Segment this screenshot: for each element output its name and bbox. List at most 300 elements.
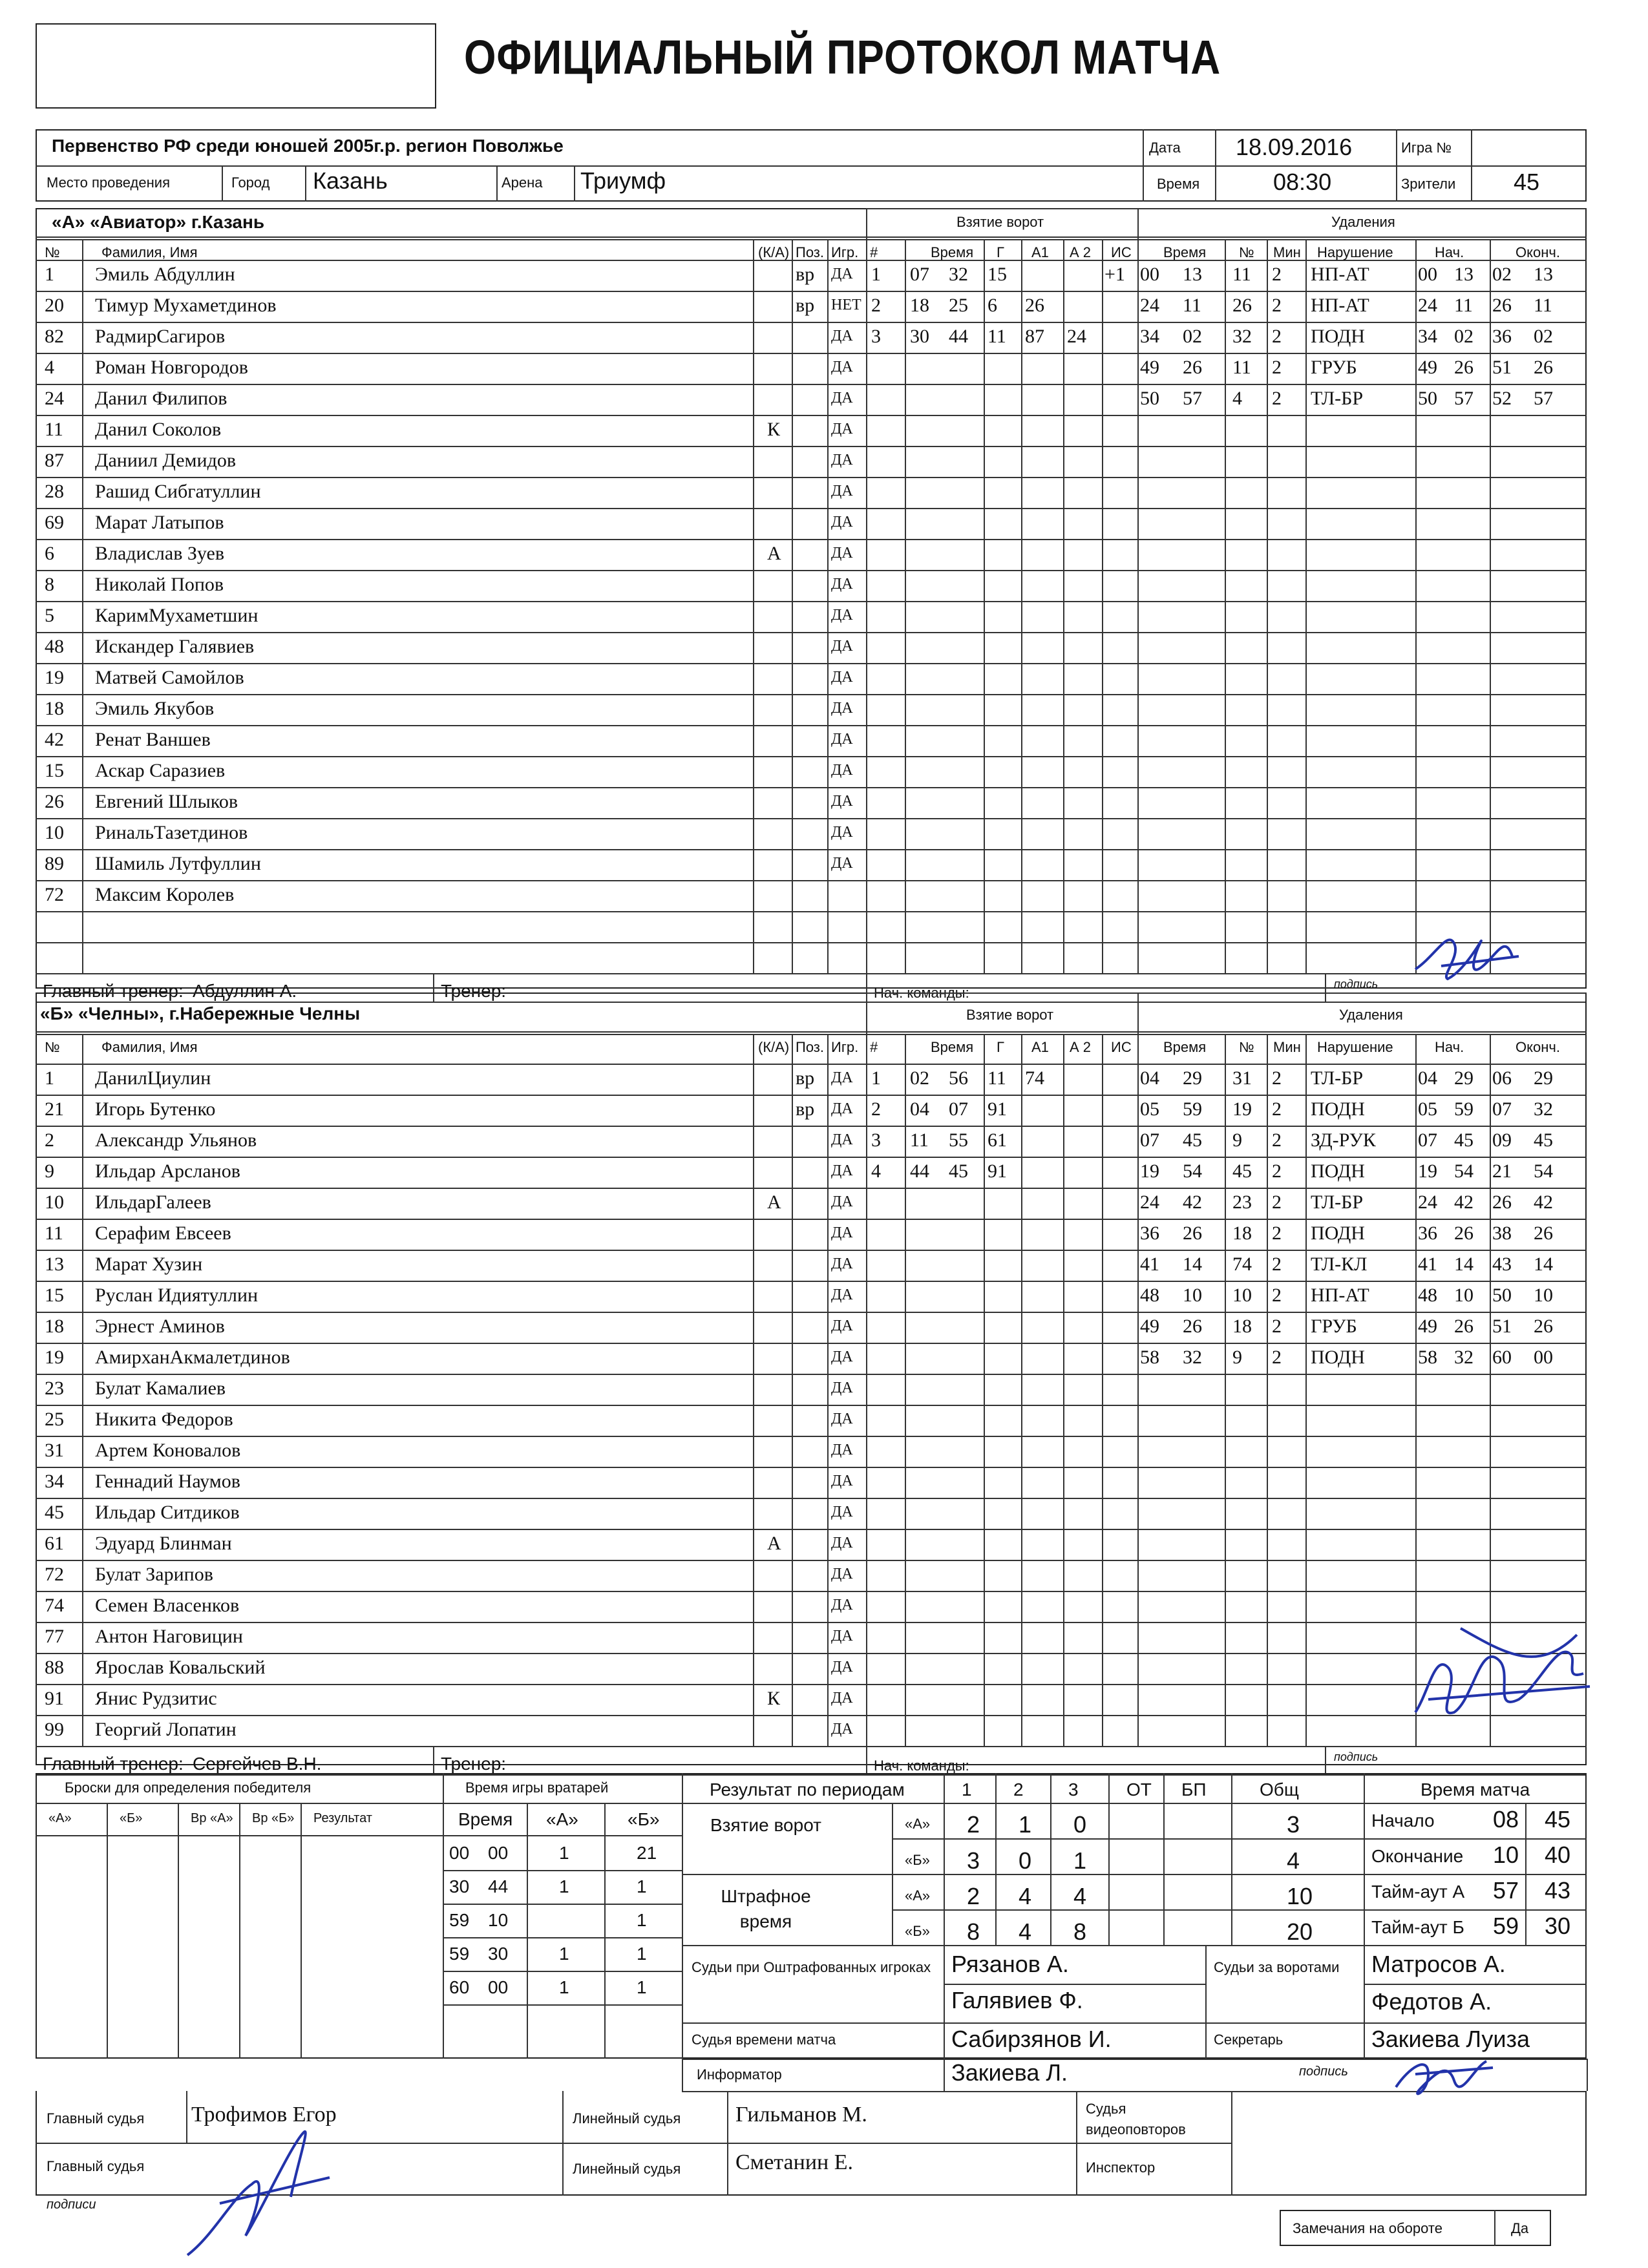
goalie-time-min: 60	[449, 1977, 470, 1997]
linesman-1: Гильманов М.	[735, 2103, 867, 2126]
v-rule	[1267, 239, 1268, 973]
penalty-player: 11	[1232, 357, 1251, 378]
penalty-minutes: 2	[1272, 1067, 1282, 1089]
player-number: 19	[45, 667, 64, 688]
player-name: Янис Рудзитис	[95, 1688, 217, 1709]
penalty-minutes: 2	[1272, 1192, 1282, 1213]
match-time-label: Начало	[1371, 1811, 1435, 1831]
v-rule	[1267, 1034, 1268, 1746]
penalty-start-min: 58	[1418, 1347, 1437, 1368]
team-tag: «Б»	[905, 1923, 930, 1939]
penalty-end-min: 09	[1492, 1129, 1512, 1151]
penalty-end-min: 50	[1492, 1285, 1512, 1306]
goalie-time-title: Время игры вратарей	[465, 1780, 609, 1796]
player-number: 24	[45, 388, 64, 409]
player-name: ИльдарГалеев	[95, 1192, 211, 1213]
player-position: вр	[796, 264, 815, 285]
player-plays: ДА	[831, 1473, 853, 1489]
h-rule	[1364, 1909, 1587, 1911]
player-name: Геннадий Наумов	[95, 1471, 240, 1492]
v-rule	[1305, 1034, 1307, 1746]
goal-scorer: 6	[988, 295, 997, 316]
goalie-a-col: «А»	[546, 1809, 578, 1829]
penalty-minutes: 2	[1272, 295, 1282, 316]
h-rule	[36, 1157, 1587, 1158]
signatures-label: подписи	[47, 2198, 96, 2212]
penalty-time-sec: 57	[1183, 388, 1202, 409]
h-rule	[443, 1937, 682, 1938]
goalie-time-sec: 10	[488, 1910, 509, 1930]
player-plays: ДА	[831, 545, 853, 562]
coach-sign-label: подпись	[1334, 1750, 1379, 1763]
team-tag: «Б»	[905, 1852, 930, 1868]
h-rule	[36, 1498, 1587, 1499]
h-rule	[36, 1126, 1587, 1127]
player-number: 23	[45, 1378, 64, 1399]
penalty-end-sec: 54	[1534, 1160, 1553, 1182]
v-rule	[1305, 239, 1307, 973]
timekeeper: Сабирзянов И.	[951, 2026, 1112, 2052]
v-rule	[1231, 1773, 1232, 1945]
player-role: К	[767, 1688, 781, 1709]
goalie-b-number: 21	[637, 1843, 657, 1863]
period-value: 20	[1287, 1918, 1313, 1945]
player-number: 9	[45, 1160, 54, 1182]
h-rule	[36, 1529, 1587, 1530]
player-number: 26	[45, 791, 64, 812]
column-header: ИС	[1111, 1039, 1132, 1055]
player-number: 87	[45, 450, 64, 471]
penalty-time-sec: 59	[1183, 1098, 1202, 1120]
column-header: Фамилия, Имя	[101, 244, 198, 260]
penalty-start-sec: 54	[1454, 1160, 1474, 1182]
match-time-hours: 08	[1493, 1806, 1519, 1832]
player-plays: ДА	[831, 390, 853, 406]
h-rule	[892, 1838, 1364, 1840]
goal-scorer: 11	[988, 1067, 1006, 1089]
penalty-time-sec: 13	[1183, 264, 1202, 285]
goal-judge-1: Матросов А.	[1371, 1951, 1506, 1977]
player-name: Искандер Галявиев	[95, 636, 255, 657]
goal-time-sec: 25	[949, 295, 968, 316]
penalty-infraction: НП-АТ	[1311, 295, 1369, 316]
team-chief-label: Нач. команды:	[874, 1758, 969, 1774]
arena-value: Триумф	[580, 167, 666, 194]
player-name: Максим Королев	[95, 884, 235, 905]
referee-signature	[181, 2103, 349, 2268]
period-column: 2	[1013, 1780, 1024, 1800]
column-header: Время	[1163, 1039, 1207, 1055]
team-b-signature	[1409, 1615, 1603, 1745]
penalty-infraction: ЗД-РУК	[1311, 1129, 1376, 1151]
penalty-minutes: 2	[1272, 1160, 1282, 1182]
v-rule	[753, 239, 754, 973]
shootout-column-header: Результат	[313, 1811, 372, 1825]
goalie-time-min: 00	[449, 1843, 470, 1863]
player-number: 74	[45, 1595, 64, 1616]
v-rule	[1415, 239, 1417, 973]
v-rule	[866, 239, 867, 973]
player-role: К	[767, 419, 781, 440]
penalty-end-sec: 00	[1534, 1347, 1553, 1368]
player-number: 6	[45, 543, 54, 564]
team-b-pen-title: Удаления	[1339, 1007, 1403, 1023]
period-value: 4	[1287, 1847, 1300, 1874]
team-a-pen-title: Удаления	[1331, 214, 1395, 230]
penalty-player: 74	[1232, 1254, 1252, 1275]
player-plays: ДА	[831, 1286, 853, 1303]
h-rule	[36, 1684, 1587, 1685]
penalty-start-sec: 13	[1454, 264, 1474, 285]
goalie-time-sec: 00	[488, 1977, 509, 1997]
venue-label: Место проведения	[47, 174, 170, 191]
penalty-start-sec: 26	[1454, 1223, 1474, 1244]
h-rule	[866, 208, 1587, 209]
player-name: КаримМухаметшин	[95, 605, 259, 626]
v-rule	[1490, 239, 1491, 973]
player-name: Данил Филипов	[95, 388, 227, 409]
penalty-infraction: ПОДН	[1311, 1160, 1365, 1182]
player-name: Ильдар Ситдиков	[95, 1502, 240, 1523]
team-a-goals-title: Взятие ворот	[956, 214, 1044, 230]
player-name: ДанилЦиулин	[95, 1067, 211, 1089]
column-header: №	[45, 244, 60, 260]
h-rule	[36, 353, 1587, 354]
penalty-box-judges-label: Судьи при Оштрафованных игроках	[692, 1959, 931, 1975]
match-time-hours: 10	[1493, 1842, 1519, 1868]
team-a-signature	[1409, 918, 1538, 989]
player-number: 10	[45, 822, 64, 843]
player-plays: ДА	[831, 1349, 853, 1365]
v-rule	[1021, 239, 1022, 973]
player-number: 21	[45, 1098, 64, 1120]
v-rule	[1163, 1773, 1165, 1945]
match-time-title: Время матча	[1421, 1780, 1530, 1800]
penalty-infraction: ТЛ-БР	[1311, 1192, 1364, 1213]
player-name: Евгений Шлыков	[95, 791, 238, 812]
v-rule	[827, 1034, 829, 1746]
goal-assist-2: 24	[1067, 326, 1086, 347]
h-rule	[36, 384, 1587, 385]
h-rule	[866, 992, 1587, 994]
player-plays: ДА	[831, 824, 853, 841]
remarks-label: Замечания на обороте	[1293, 2220, 1442, 2236]
column-header: Поз.	[796, 1039, 824, 1055]
match-time-minutes: 43	[1545, 1877, 1571, 1904]
goal-number: 3	[871, 326, 881, 347]
v-rule	[905, 1034, 906, 1746]
column-header: ИС	[1111, 244, 1132, 260]
player-number: 99	[45, 1719, 64, 1740]
penalty-start-min: 36	[1418, 1223, 1437, 1244]
player-plays: ДА	[831, 1131, 853, 1148]
penalty-time-sec: 26	[1183, 1316, 1202, 1337]
v-rule	[1108, 1773, 1110, 1945]
penalty-end-sec: 02	[1534, 326, 1553, 347]
v-rule	[984, 239, 985, 973]
period-value: 1	[1019, 1811, 1032, 1838]
match-time-hours: 59	[1493, 1913, 1519, 1939]
penalty-start-sec: 29	[1454, 1067, 1474, 1089]
player-number: 88	[45, 1657, 64, 1678]
shootout-column-header: Вр «А»	[191, 1811, 233, 1825]
penalty-infraction: ПОДН	[1311, 1223, 1365, 1244]
penalty-minutes: 2	[1272, 264, 1282, 285]
player-plays: ДА	[831, 452, 853, 468]
player-number: 25	[45, 1409, 64, 1430]
goal-assist-1: 74	[1025, 1067, 1044, 1089]
team-b-goals-title: Взятие ворот	[966, 1007, 1054, 1023]
h-rule	[36, 911, 1587, 912]
penalty-player: 32	[1232, 326, 1252, 347]
secretary-label: Секретарь	[1214, 2032, 1284, 2048]
blank-stamp-box	[36, 23, 436, 109]
head-coach: Сергейчев В.Н.	[193, 1754, 322, 1774]
goalie-a-number: 1	[559, 1944, 569, 1964]
penalty-end-sec: 14	[1534, 1254, 1553, 1275]
column-header: Нарушение	[1317, 244, 1393, 260]
goalie-b-number: 1	[637, 1944, 647, 1964]
goal-number: 3	[871, 1129, 881, 1151]
penalty-end-sec: 29	[1534, 1067, 1553, 1089]
penalty-start-sec: 57	[1454, 388, 1474, 409]
penalty-start-min: 07	[1418, 1129, 1437, 1151]
v-rule	[82, 239, 83, 973]
column-header: (К/А)	[758, 244, 790, 260]
period-value: 1	[1073, 1847, 1087, 1874]
penalty-start-min: 00	[1418, 264, 1437, 285]
goal-scorer: 61	[988, 1129, 1007, 1151]
h-rule	[36, 1467, 1587, 1468]
player-number: 2	[45, 1129, 54, 1151]
city-label: Город	[231, 174, 270, 191]
arena-label: Арена	[502, 174, 543, 191]
v-rule	[905, 239, 906, 973]
v-rule	[792, 239, 793, 973]
goal-time-sec: 44	[949, 326, 968, 347]
h-rule	[1364, 1874, 1587, 1875]
penalty-start-sec: 45	[1454, 1129, 1474, 1151]
h-rule	[36, 1064, 1587, 1065]
penalty-time-sec: 45	[1183, 1129, 1202, 1151]
penalty-time-min: 05	[1140, 1098, 1159, 1120]
v-rule	[984, 1034, 985, 1746]
player-plays: ДА	[831, 1721, 853, 1738]
player-number: 19	[45, 1347, 64, 1368]
penalty-player: 9	[1232, 1347, 1242, 1368]
h-rule	[36, 880, 1587, 881]
column-header: Мин	[1273, 244, 1301, 260]
player-plays: ДА	[831, 1628, 853, 1644]
head-coach-label: Главный тренер:	[43, 981, 184, 1001]
goalie-b-col: «Б»	[628, 1809, 660, 1829]
player-plays: ДА	[831, 421, 853, 437]
video-judge-label: Судья видеоповторов	[1086, 2101, 1186, 2137]
goal-situation: +1	[1104, 264, 1125, 285]
column-header: Г	[997, 244, 1004, 260]
v-rule	[604, 1803, 606, 2059]
h-rule	[36, 1281, 1587, 1282]
team-a-title: «А» «Авиатор» г.Казань	[52, 212, 265, 232]
h-rule	[36, 1653, 1587, 1654]
player-name: Игорь Бутенко	[95, 1098, 216, 1120]
secretary: Закиева Луиза	[1371, 2026, 1530, 2052]
player-plays: ДА	[831, 638, 853, 655]
penalty-time-min: 00	[1140, 264, 1159, 285]
goal-time-min: 04	[910, 1098, 929, 1120]
penalty-time-sec: 14	[1183, 1254, 1202, 1275]
period-column: 1	[962, 1780, 972, 1800]
player-name: Ренат Ваншев	[95, 729, 211, 750]
player-plays: ДА	[831, 1193, 853, 1210]
match-date: 18.09.2016	[1236, 134, 1353, 160]
player-role: А	[767, 1533, 781, 1554]
head-coach-label: Главный тренер:	[43, 1754, 184, 1774]
penalty-end-sec: 11	[1534, 295, 1552, 316]
goal-time-sec: 56	[949, 1067, 968, 1089]
period-value: 8	[967, 1918, 980, 1945]
penalty-time-min: 41	[1140, 1254, 1159, 1275]
goalie-time-min: 59	[449, 1910, 470, 1930]
player-position: вр	[796, 1067, 815, 1089]
column-header: А1	[1031, 1039, 1049, 1055]
player-number: 20	[45, 295, 64, 316]
h-rule	[36, 694, 1587, 695]
h-rule	[36, 1188, 1587, 1189]
goal-time-min: 07	[910, 264, 929, 285]
goal-scorer: 15	[988, 264, 1007, 285]
player-number: 10	[45, 1192, 64, 1213]
player-name: Данил Соколов	[95, 419, 222, 440]
player-number: 61	[45, 1533, 64, 1554]
h-rule	[36, 1031, 1587, 1033]
penalty-time-min: 50	[1140, 388, 1159, 409]
player-name: Булат Камалиев	[95, 1378, 226, 1399]
head-coach: Абдуллин А.	[193, 981, 297, 1001]
penalty-start-min: 04	[1418, 1067, 1437, 1089]
championship: Первенство РФ среди юношей 2005г.р. регион Поволжье	[52, 136, 564, 156]
penalty-time-min: 58	[1140, 1347, 1159, 1368]
penalty-end-sec: 42	[1534, 1192, 1553, 1213]
penalty-time-sec: 02	[1183, 326, 1202, 347]
column-header: №	[45, 1039, 60, 1055]
v-rule	[178, 1803, 179, 2059]
spectators-value: 45	[1514, 169, 1540, 195]
penalty-end-sec: 13	[1534, 264, 1553, 285]
pim-label: Штрафное время	[721, 1886, 811, 1932]
h-rule	[443, 2004, 682, 2006]
player-plays: ДА	[831, 1566, 853, 1582]
v-rule	[866, 1746, 867, 1774]
penalty-start-sec: 26	[1454, 1316, 1474, 1337]
goal-judge-2: Федотов А.	[1371, 1988, 1492, 2015]
player-name: Артем Коновалов	[95, 1440, 241, 1461]
penalty-minutes: 2	[1272, 1098, 1282, 1120]
period-value: 2	[967, 1883, 980, 1909]
penalty-time-sec: 29	[1183, 1067, 1202, 1089]
penalty-end-min: 60	[1492, 1347, 1512, 1368]
penalty-player: 9	[1232, 1129, 1242, 1151]
penalty-player: 26	[1232, 295, 1252, 316]
penalty-end-sec: 57	[1534, 388, 1553, 409]
player-name: Ильдар Арсланов	[95, 1160, 240, 1182]
penalty-end-min: 36	[1492, 326, 1512, 347]
player-name: Георгий Лопатин	[95, 1719, 237, 1740]
penalty-player: 45	[1232, 1160, 1252, 1182]
h-rule	[36, 570, 1587, 571]
player-number: 5	[45, 605, 54, 626]
shootout-title: Броски для определения победителя	[65, 1780, 312, 1796]
player-number: 31	[45, 1440, 64, 1461]
h-rule	[36, 1034, 1587, 1035]
period-column: Общ	[1260, 1780, 1299, 1800]
goal-scorer: 91	[988, 1160, 1007, 1182]
penalty-end-min: 43	[1492, 1254, 1512, 1275]
inspector-label: Инспектор	[1086, 2159, 1156, 2176]
player-number: 11	[45, 1223, 63, 1244]
h-rule	[36, 849, 1587, 850]
player-plays: ДА	[831, 1318, 853, 1334]
team-tag: «А»	[905, 1887, 931, 1904]
period-value: 0	[1073, 1811, 1087, 1838]
v-rule	[107, 1803, 108, 2059]
period-value: 4	[1019, 1918, 1032, 1945]
player-number: 72	[45, 1564, 64, 1585]
h-rule	[443, 1971, 682, 1972]
match-time-hours: 57	[1493, 1877, 1519, 1904]
goalie-time-col: Время	[458, 1809, 513, 1829]
player-number: 13	[45, 1254, 64, 1275]
penalty-player: 18	[1232, 1223, 1252, 1244]
v-rule	[1225, 1034, 1226, 1746]
shootout-column-header: «А»	[48, 1811, 72, 1825]
goalie-time-sec: 00	[488, 1843, 509, 1863]
v-rule	[995, 1773, 997, 1945]
goal-assist-1: 26	[1025, 295, 1044, 316]
team-b-title: «Б» «Челны», г.Набережные Челны	[40, 1003, 361, 1024]
timekeeper-label: Судья времени матча	[692, 2032, 836, 2048]
penalty-box-judge-1: Рязанов А.	[951, 1951, 1069, 1977]
h-rule	[36, 1746, 1587, 1747]
goal-scorer: 11	[988, 326, 1006, 347]
h-rule	[682, 1874, 1364, 1875]
goalie-a-number: 1	[559, 1876, 569, 1896]
penalty-start-min: 24	[1418, 1192, 1437, 1213]
column-header: Игр.	[831, 1039, 859, 1055]
player-name: Эрнест Аминов	[95, 1316, 225, 1337]
player-plays: ДА	[831, 1504, 853, 1520]
goal-time-sec: 45	[949, 1160, 968, 1182]
h-rule	[36, 632, 1587, 633]
goalie-a-number: 1	[559, 1977, 569, 1997]
penalty-player: 31	[1232, 1067, 1252, 1089]
v-rule	[1050, 1773, 1051, 1945]
column-header: Поз.	[796, 244, 824, 260]
player-name: Руслан Идиятуллин	[95, 1285, 259, 1306]
goal-time-min: 18	[910, 295, 929, 316]
h-rule	[36, 539, 1587, 540]
player-number: 69	[45, 512, 64, 533]
referee-1: Трофимов Егор	[191, 2103, 337, 2126]
v-rule	[866, 992, 867, 1034]
v-rule	[1021, 1034, 1022, 1746]
goal-number: 1	[871, 264, 881, 285]
penalty-time-sec: 42	[1183, 1192, 1202, 1213]
player-plays: ДА	[831, 483, 853, 499]
v-rule	[753, 1034, 754, 1746]
player-name: Серафим Евсеев	[95, 1223, 231, 1244]
penalty-time-sec: 54	[1183, 1160, 1202, 1182]
